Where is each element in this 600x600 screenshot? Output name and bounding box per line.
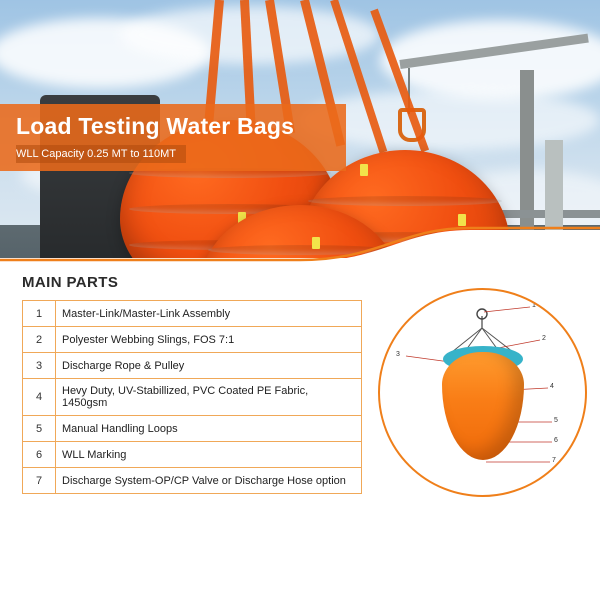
part-number: 6 bbox=[23, 442, 56, 468]
parts-diagram bbox=[378, 288, 587, 497]
table-row bbox=[23, 353, 362, 379]
diagram-callout-2: 2 bbox=[542, 335, 546, 342]
part-label: Discharge System-OP/CP Valve or Discharge Hose option bbox=[56, 468, 362, 494]
part-label: WLL Marking bbox=[56, 442, 362, 468]
part-number: 4 bbox=[23, 379, 56, 416]
panel-curve-divider bbox=[0, 214, 600, 274]
diagram-callout-5: 5 bbox=[554, 417, 558, 424]
main-parts-table bbox=[22, 300, 362, 494]
title-banner bbox=[0, 104, 346, 171]
diagram-callout-7: 7 bbox=[552, 457, 556, 464]
table-row bbox=[23, 416, 362, 442]
part-label: Discharge Rope & Pulley bbox=[56, 353, 362, 379]
part-label: Polyester Webbing Slings, FOS 7:1 bbox=[56, 327, 362, 353]
section-heading: MAIN PARTS bbox=[22, 274, 119, 291]
part-label: Master-Link/Master-Link Assembly bbox=[56, 301, 362, 327]
diagram-callout-1: 1 bbox=[532, 302, 536, 309]
part-number: 1 bbox=[23, 301, 56, 327]
table-row bbox=[23, 379, 362, 416]
part-label: Manual Handling Loops bbox=[56, 416, 362, 442]
diagram-callout-6: 6 bbox=[554, 437, 558, 444]
table-row bbox=[23, 442, 362, 468]
part-number: 5 bbox=[23, 416, 56, 442]
part-number: 7 bbox=[23, 468, 56, 494]
table-row bbox=[23, 301, 362, 327]
table-row bbox=[23, 327, 362, 353]
diagram-callout-3: 3 bbox=[396, 351, 400, 358]
page-subtitle: WLL Capacity 0.25 MT to 110MT bbox=[16, 145, 186, 163]
part-number: 3 bbox=[23, 353, 56, 379]
diagram-callout-4: 4 bbox=[550, 383, 554, 390]
page-title: Load Testing Water Bags bbox=[16, 113, 295, 139]
table-row bbox=[23, 468, 362, 494]
part-label: Hevy Duty, UV-Stabillized, PVC Coated PE Fabric, 1450gsm bbox=[56, 379, 362, 416]
part-number: 2 bbox=[23, 327, 56, 353]
